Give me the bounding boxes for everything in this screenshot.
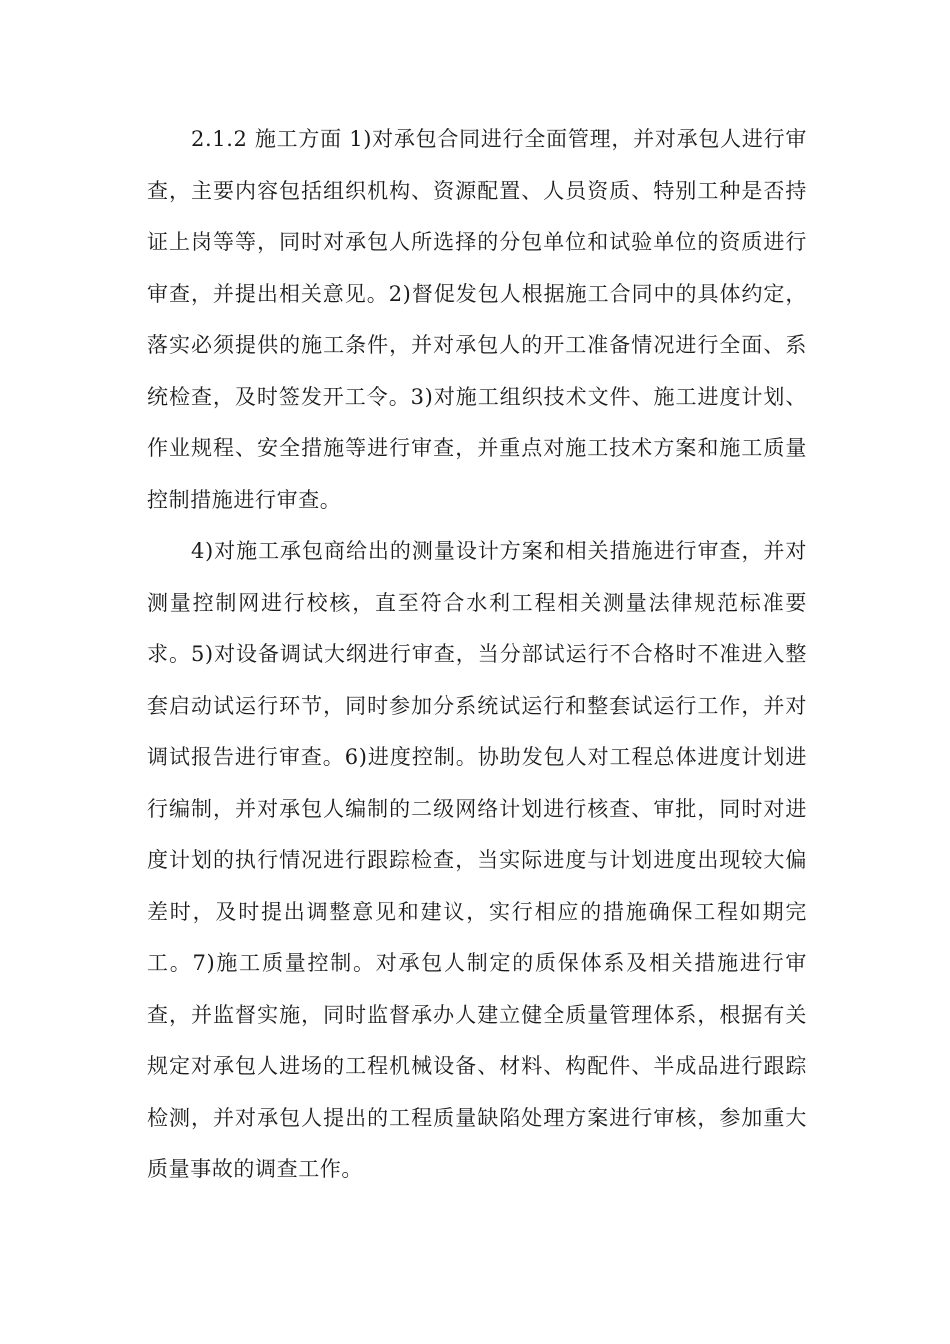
paragraph-construction-aspects: 2.1.2 施工方面 1)对承包合同进行全面管理，并对承包人进行审查，主要内容包括组织机构、资源配置、人员资质、特别工种是否持证上岗等等，同时对承包人所选择的分包单位和试验单位的资质进行审查，并提出相关意见。2)督促发包人根据施工合同中的具体约定，落实必须提供的施工条件，并对承包人的开工准备情况进行全面、系统检查，及时签发开工令。3)对施工组织技术文件、施工进度计划、作业规程、安全措施等进行审查，并重点对施工技术方案和施工质量控制措施进行审查。 <box>147 127 807 512</box>
paragraph-control-measures: 4)对施工承包商给出的测量设计方案和相关措施进行审查，并对测量控制网进行校核，直至符合水利工程相关测量法律规范标准要求。5)对设备调试大纲进行审查，当分部试运行不合格时不准进入整套启动试运行环节，同时参加分系统试运行和整套试运行工作，并对调试报告进行审查。6)进度控制。协助发包人对工程总体进度计划进行编制，并对承包人编制的二级网络计划进行核查、审批，同时对进度计划的执行情况进行跟踪检查，当实际进度与计划进度出现较大偏差时，及时提出调整意见和建议，实行相应的措施确保工程如期完工。7)施工质量控制。对承包人制定的质保体系及相关措施进行审查，并监督实施，同时监督承办人建立健全质量管理体系，根据有关规定对承包人进场的工程机械设备、材料、构配件、半成品进行跟踪检测，并对承包人提出的工程质量缺陷处理方案进行审核，参加重大质量事故的调查工作。 <box>147 539 807 1181</box>
document-body <box>147 114 807 1196</box>
